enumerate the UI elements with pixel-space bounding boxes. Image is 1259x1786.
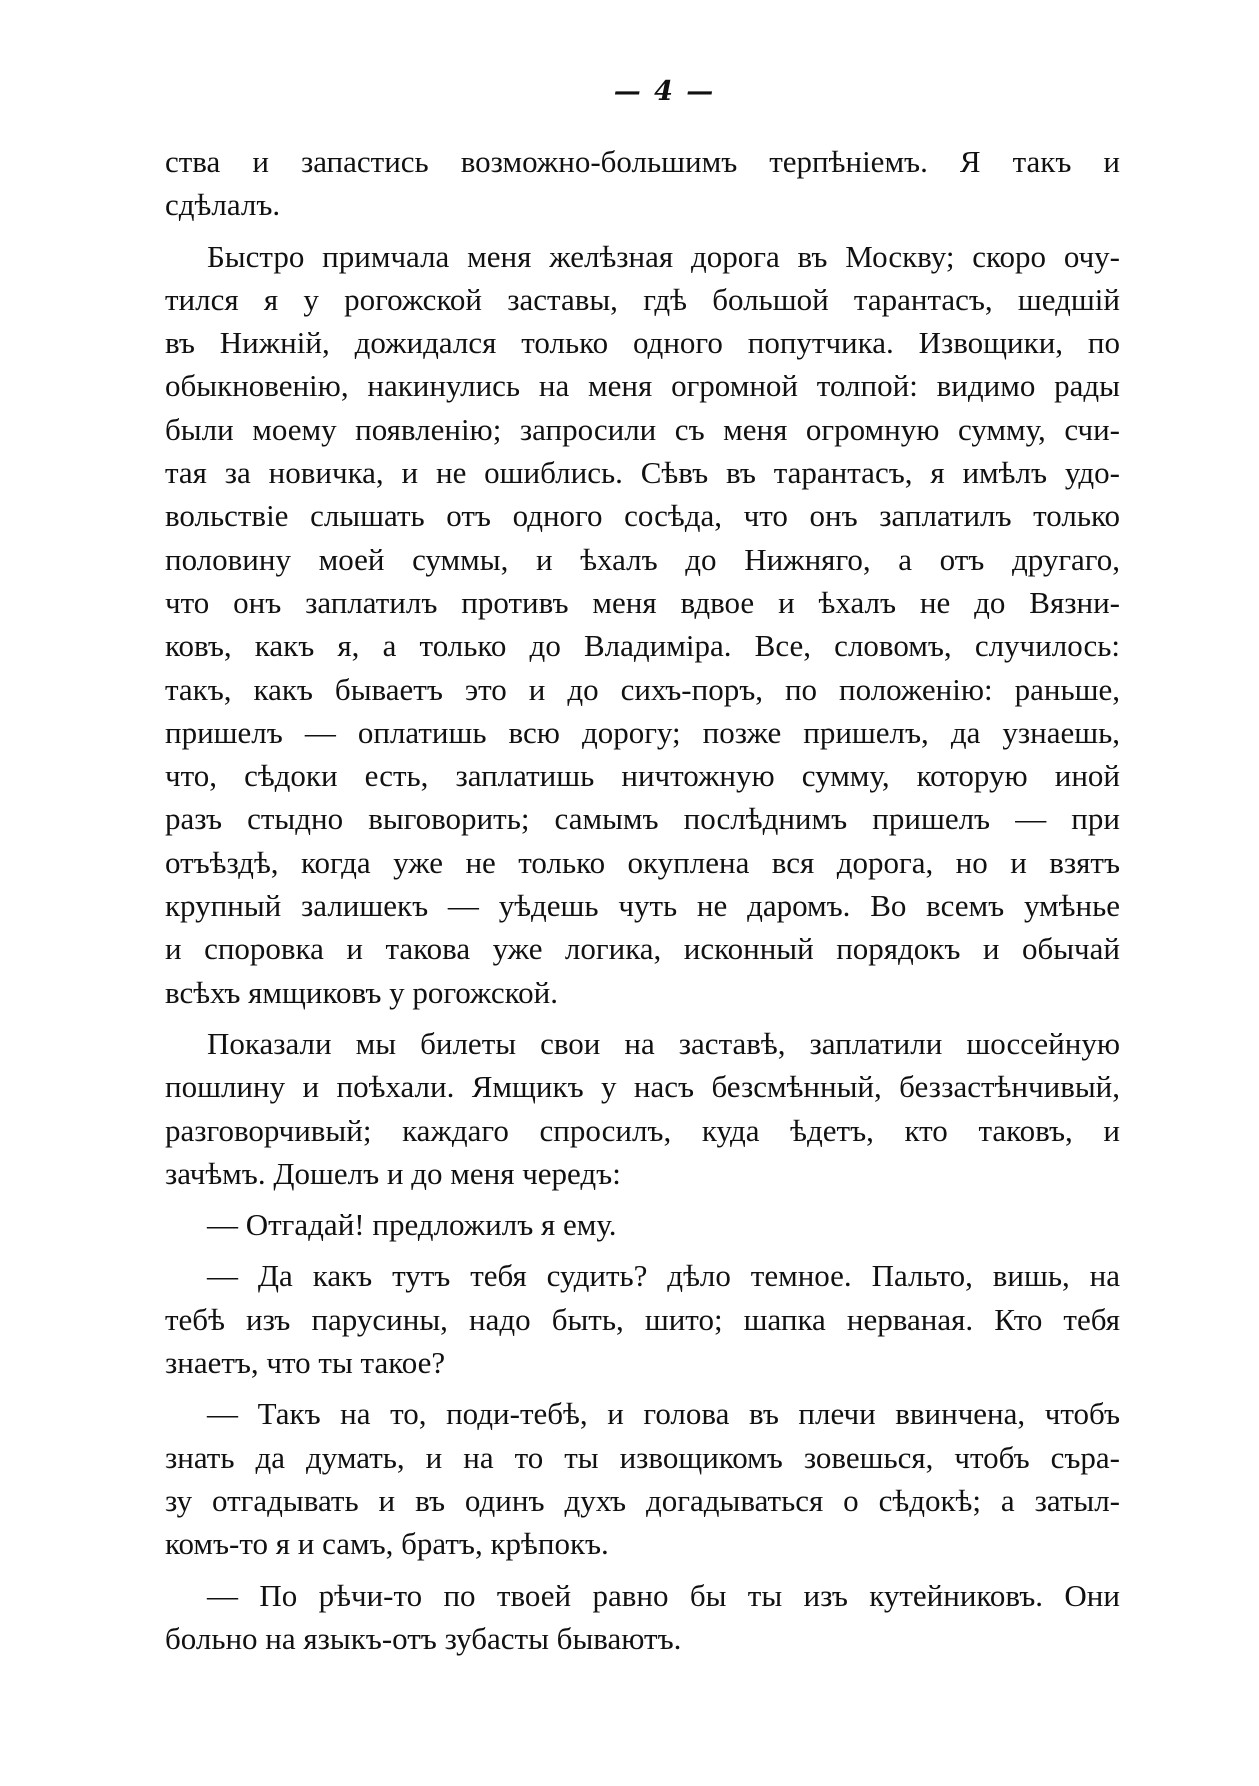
text-line: тился я у рогожской заставы, гдѣ большой тарантасъ, шедшій [165,281,1120,317]
text-line: и споровка и такова уже логика, исконный порядокъ и обычай [165,931,1120,967]
text-line: всѣхъ ямщиковъ у рогожской. [165,974,558,1010]
text-line: крупный залишекъ — уѣдешь чуть не даромъ. Во всемъ умѣнье [165,888,1120,924]
text-line: знаетъ, что ты такое? [165,1345,446,1381]
text-line: ства и запастись возможно-большимъ терпѣніемъ. Я такъ и [165,144,1120,179]
text-line: что онъ заплатилъ противъ меня вдвое и ѣхалъ не до Вязни- [165,584,1120,620]
text-line: больно на языкъ-отъ зубасты бываютъ. [165,1620,682,1656]
text-line: — Отгадай! предложилъ я ему. [207,1207,617,1243]
text-line: знать да думать, и на то ты извощикомъ зовешься, чтобъ съра- [165,1439,1120,1475]
paragraph-2 [165,235,1120,1014]
text-line: въ Нижній, дожидался только одного попутчика. Извощики, по [165,325,1120,361]
text-line: — По рѣчи-то по твоей равно бы ты изъ кутейниковъ. Они [207,1577,1120,1613]
text-line: сдѣлалъ. [165,187,281,223]
text-line: — Да какъ тутъ тебя судить? дѣло темное. Пальто, вишь, на [207,1258,1120,1294]
paragraph-5 [165,1254,1120,1384]
paragraph-7 [165,1574,1120,1661]
text-line: зачѣмъ. Дошелъ и до меня чередъ: [165,1155,621,1191]
text-line: были моему появленію; запросили съ меня огромную сумму, счи- [165,411,1120,447]
paragraph-3 [165,1022,1120,1195]
text-line: половину моей суммы, и ѣхалъ до Нижняго, а отъ другаго, [165,541,1120,577]
body-text [165,140,1120,1660]
text-line: такъ, какъ бываетъ это и до сихъ-поръ, по положенію: раньше, [165,671,1120,707]
paragraph-6 [165,1392,1120,1565]
text-line: комъ-то я и самъ, братъ, крѣпокъ. [165,1526,609,1562]
text-line: обыкновенію, накинулись на меня огромной толпой: видимо рады [165,368,1120,404]
text-line: — Такъ на то, поди-тебѣ, и голова въ плечи ввинчена, чтобъ [207,1396,1120,1432]
text-line: пришелъ — оплатишь всю дорогу; позже пришелъ, да узнаешь, [165,714,1120,750]
text-line: Быстро примчала меня желѣзная дорога въ Москву; скоро очу- [207,238,1120,274]
paragraph-1 [165,140,1120,227]
text-line: ковъ, какъ я, а только до Владиміра. Все, словомъ, случилось: [165,628,1120,664]
text-line: зу отгадывать и въ одинъ духъ догадываться о сѣдокѣ; а затыл- [165,1482,1120,1518]
text-line: отъѣздѣ, когда уже не только окуплена вся дорога, но и взятъ [165,844,1120,880]
text-line: Показали мы билеты свои на заставѣ, заплатили шоссейную [207,1025,1120,1061]
paragraph-4 [165,1203,1120,1246]
text-line: разъ стыдно выговорить; самымъ послѣднимъ пришелъ — при [165,801,1120,837]
text-line: вольствіе слышать отъ одного сосѣда, что онъ заплатилъ только [165,498,1120,534]
text-line: пошлину и поѣхали. Ямщикъ у насъ безсмѣнный, беззастѣнчивый, [165,1069,1120,1105]
page-number: — 4 — [613,76,716,107]
text-line: разговорчивый; каждаго спросилъ, куда ѣдетъ, кто таковъ, и [165,1112,1120,1148]
text-line: тебѣ изъ парусины, надо быть, шито; шапка нерваная. Кто тебя [165,1301,1120,1337]
text-line: тая за новичка, и не ошиблись. Сѣвъ въ тарантасъ, я имѣлъ удо- [165,455,1120,491]
text-line: что, сѣдоки есть, заплатишь ничтожную сумму, которую иной [165,758,1120,794]
